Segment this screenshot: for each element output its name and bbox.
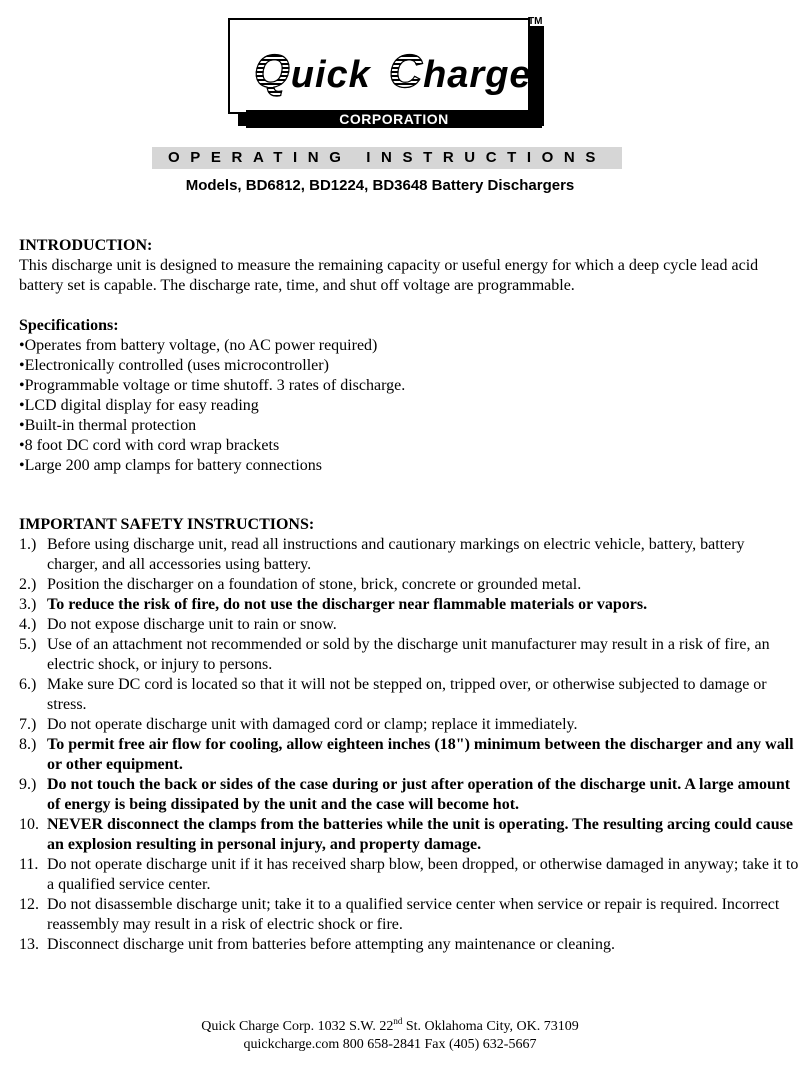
specifications-section — [19, 316, 799, 476]
safety-list — [19, 535, 799, 955]
safety-item-number: 7.) — [19, 716, 37, 733]
safety-item-text: To reduce the risk of fire, do not use the discharger near flammable materials or vapors. — [47, 596, 648, 613]
logo-box — [228, 18, 530, 114]
spec-item: • 8 foot DC cord with cord wrap brackets — [19, 436, 799, 456]
spec-item: • Programmable voltage or time shutoff. 3 rates of discharge. — [19, 376, 799, 396]
safety-item-number: 9.) — [19, 776, 37, 793]
safety-item-number: 8.) — [19, 736, 37, 753]
document-title: OPERATING INSTRUCTIONS — [152, 147, 622, 169]
safety-item-text: To permit free air flow for cooling, allow eighteen inches (18") minimum between the discharger and any wall or other equipment. — [47, 736, 794, 773]
introduction-heading: INTRODUCTION: — [19, 237, 153, 254]
safety-item-number: 2.) — [19, 576, 37, 593]
page-footer — [0, 1018, 780, 1054]
safety-item-text: Use of an attachment not recommended or sold by the discharge unit manufacturer may result in a risk of fire, an electric shock, or injury to persons. — [47, 636, 770, 673]
safety-item-number: 6.) — [19, 676, 37, 693]
safety-item — [19, 775, 799, 815]
safety-item-text: NEVER disconnect the clamps from the batteries while the unit is operating. The resulting arcing could cause an explosion resulting in personal injury, and property damage. — [47, 816, 793, 853]
safety-item-text: Position the discharger on a foundation of stone, brick, concrete or grounded metal. — [47, 576, 582, 593]
safety-item — [19, 895, 799, 935]
safety-item-text: Do not expose discharge unit to rain or snow. — [47, 616, 337, 633]
spec-item: • Electronically controlled (uses microcontroller) — [19, 356, 799, 376]
safety-item-text: Before using discharge unit, read all instructions and cautionary markings on electric vehicle, battery, battery charger, and all accessories using battery. — [47, 536, 745, 573]
safety-item — [19, 615, 799, 635]
introduction-text: This discharge unit is designed to measure the remaining capacity or useful energy for which a deep cycle lead acid battery set is capable. The discharge rate, time, and shut off voltage are programmable. — [19, 257, 759, 294]
safety-item-number: 12. — [19, 896, 39, 913]
logo-corporation-bar: CORPORATION — [246, 110, 542, 128]
footer-address-part: Quick Charge Corp. 1032 S.W. 22 — [201, 1019, 394, 1034]
safety-item — [19, 735, 799, 775]
safety-item — [19, 575, 799, 595]
safety-item — [19, 935, 799, 955]
safety-item-text: Do not operate discharge unit if it has received sharp blow, been dropped, or otherwise damaged in anyway; take it to a qualified service center. — [47, 856, 799, 893]
safety-item-number: 11. — [19, 856, 39, 873]
safety-item-text: Make sure DC cord is located so that it will not be stepped on, tripped over, or otherwise subjected to damage or stress. — [47, 676, 767, 713]
safety-section — [19, 515, 799, 955]
safety-item — [19, 635, 799, 675]
safety-item-number: 4.) — [19, 616, 37, 633]
footer-address — [0, 1018, 780, 1036]
safety-item-text: Do not touch the back or sides of the case during or just after operation of the discharge unit. A large amount of energy is being dissipated by the unit and the case will become hot. — [47, 776, 791, 813]
logo-q-initial: Q — [254, 45, 291, 97]
footer-contact: quickcharge.com 800 658-2841 Fax (405) 632-5667 — [243, 1037, 537, 1052]
footer-address-part: St. Oklahoma City, OK. 73109 — [402, 1019, 579, 1034]
document-body — [19, 236, 799, 955]
safety-item-number: 5.) — [19, 636, 37, 653]
safety-item-text: Do not operate discharge unit with damaged cord or clamp; replace it immediately. — [47, 716, 578, 733]
logo-c-initial: C — [388, 45, 424, 97]
spec-item: • Operates from battery voltage, (no AC power required) — [19, 336, 799, 356]
spec-item: • Built-in thermal protection — [19, 416, 799, 436]
logo-c-rest: harge — [423, 54, 532, 96]
trademark-mark: TM — [528, 16, 543, 27]
models-subtitle: Models, BD6812, BD1224, BD3648 Battery Dischargers — [185, 177, 575, 194]
safety-item-text: Do not disassemble discharge unit; take it to a qualified service center when service or repair is required. Incorrect reassembly may result in a risk of electric shock or fire. — [47, 896, 780, 933]
specifications-heading: Specifications: — [19, 317, 119, 334]
safety-item-number: 3.) — [19, 596, 37, 613]
specifications-list — [19, 336, 799, 476]
spec-item: • LCD digital display for easy reading — [19, 396, 799, 416]
safety-item-number: 13. — [19, 936, 39, 953]
logo-wordmark — [254, 44, 532, 98]
spec-item: • Large 200 amp clamps for battery connections — [19, 456, 799, 476]
safety-item — [19, 675, 799, 715]
safety-item — [19, 715, 799, 735]
safety-item — [19, 595, 799, 615]
safety-item — [19, 855, 799, 895]
safety-item-number: 10. — [19, 816, 39, 833]
safety-item — [19, 535, 799, 575]
footer-address-suffix: nd — [393, 1016, 403, 1026]
safety-item-text: Disconnect discharge unit from batteries before attempting any maintenance or cleaning. — [47, 936, 615, 953]
safety-item-number: 1.) — [19, 536, 37, 553]
logo-q-rest: uick — [290, 54, 371, 96]
company-logo — [228, 18, 558, 130]
safety-heading: IMPORTANT SAFETY INSTRUCTIONS: — [19, 516, 315, 533]
safety-item — [19, 815, 799, 855]
introduction-section — [19, 236, 799, 296]
